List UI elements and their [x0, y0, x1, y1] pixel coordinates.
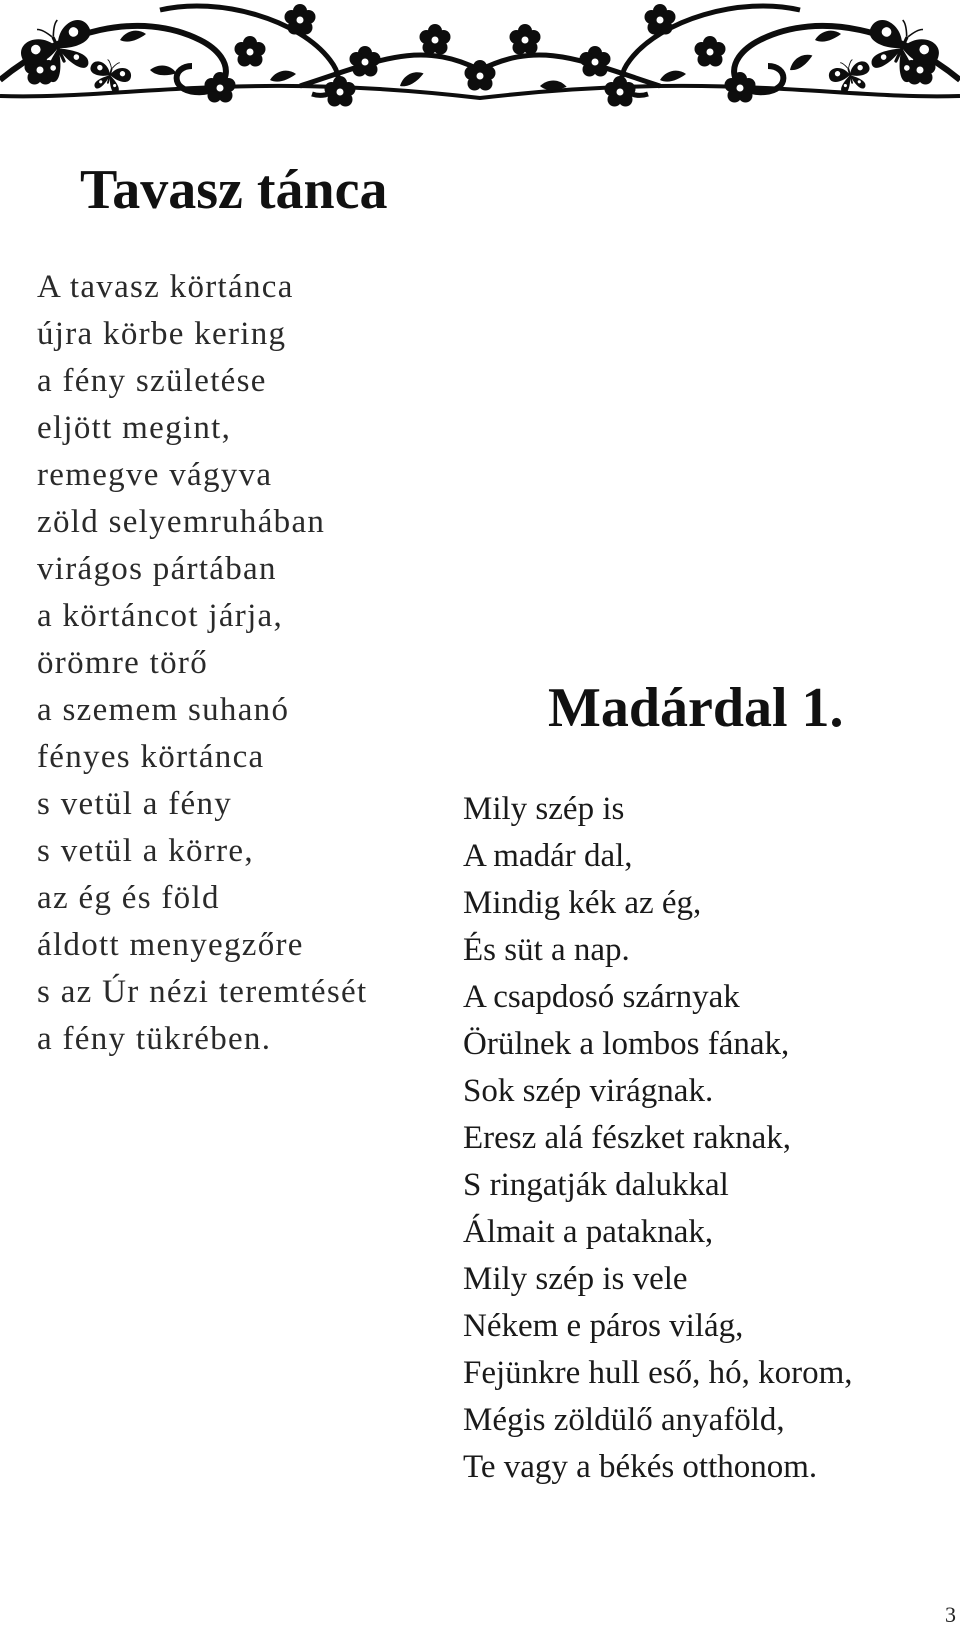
- poem-line: Álmait a pataknak,: [463, 1214, 714, 1250]
- poem-title: Tavasz tánca: [80, 159, 388, 221]
- floral-butterfly-border-icon: [0, 0, 960, 110]
- poem-line: a fény születése: [37, 363, 267, 399]
- poem-line: Nékem e páros világ,: [463, 1308, 744, 1344]
- poem-line: zöld selyemruhában: [37, 504, 326, 540]
- poem-line: A madár dal,: [463, 838, 633, 874]
- poem-line: s vetül a fény: [37, 786, 233, 822]
- poem-line: eljött megint,: [37, 410, 232, 446]
- poem-line: A tavasz körtánca: [37, 269, 294, 305]
- poem-line: az ég és föld: [37, 880, 220, 916]
- poem-line: a szemem suhanó: [37, 692, 290, 728]
- poem-line: s vetül a körre,: [37, 833, 254, 869]
- poem-line: újra körbe kering: [37, 316, 287, 352]
- poem-line: Mily szép is vele: [463, 1261, 688, 1297]
- poem-line: fényes körtánca: [37, 739, 265, 775]
- poem-line: S ringatják dalukkal: [463, 1167, 729, 1203]
- poem-body: [463, 786, 853, 1491]
- poem-line: örömre törő: [37, 645, 209, 681]
- poem-line: És süt a nap.: [463, 932, 630, 968]
- poem-line: Mégis zöldülő anyaföld,: [463, 1402, 785, 1438]
- page-number: 3: [945, 1602, 956, 1627]
- poem-body: [37, 264, 367, 1063]
- poem-line: Mindig kék az ég,: [463, 885, 702, 921]
- poem-line: áldott menyegzőre: [37, 927, 304, 963]
- poem-line: Örülnek a lombos fának,: [463, 1026, 790, 1062]
- poem-line: a fény tükrében.: [37, 1021, 272, 1057]
- poem-title: Madárdal 1.: [548, 677, 844, 739]
- poem-line: Fejünkre hull eső, hó, korom,: [463, 1355, 853, 1391]
- poem-line: Te vagy a békés otthonom.: [463, 1449, 818, 1485]
- poem-line: a körtáncot járja,: [37, 598, 284, 634]
- poem-line: remegve vágyva: [37, 457, 273, 493]
- poem-line: s az Úr nézi teremtését: [37, 974, 368, 1010]
- poem-line: Mily szép is: [463, 791, 625, 827]
- poem-line: A csapdosó szárnyak: [463, 979, 740, 1015]
- poem-line: Sok szép virágnak.: [463, 1073, 714, 1109]
- poem-line: virágos pártában: [37, 551, 277, 587]
- poem-line: Eresz alá fészket raknak,: [463, 1120, 791, 1156]
